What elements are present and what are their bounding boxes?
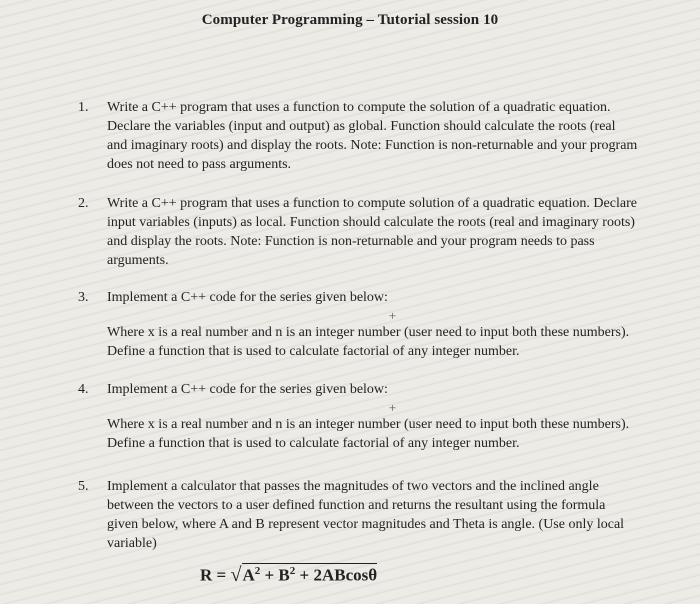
- question-3: [78, 288, 638, 361]
- question-text: Implement a calculator that passes the magnitudes of two vectors and the inclined angle between the vectors to a user defined function and returns the resultant using the formula given below, where A and B represent vector magnitudes and Theta is angle. (Use only local variable): [107, 479, 625, 551]
- formula-term-b: B: [278, 565, 290, 585]
- question-5: [78, 477, 638, 553]
- question-2: [78, 194, 638, 270]
- question-text: Write a C++ program that uses a function to compute solution of a quadratic equation. Declare input variables (inputs) as local. Function should calculate the roots (real and imaginary roots) and display the roots. Note: Function is non-returnable and your program needs to pass arguments.: [107, 196, 637, 268]
- square-root-symbol: √: [230, 563, 242, 586]
- question-1: [78, 98, 638, 174]
- question-number: 4.: [78, 382, 89, 397]
- formula-plus: +: [299, 565, 310, 585]
- formula-exponent: 2: [289, 565, 296, 577]
- question-text: Implement a C++ code for the series given below:: [107, 290, 388, 305]
- question-number: 5.: [78, 479, 89, 494]
- formula-term-a: A: [242, 565, 255, 585]
- question-4: [78, 380, 638, 453]
- question-text: Write a C++ program that uses a function to compute the solution of a quadratic equation. Declare the variables (input and output) as global. Function should calculate the roots (real and imaginary roots) and display the roots. Note: Function is non-returnable and your program does not need to pass arguments.: [107, 100, 638, 172]
- page-title: Computer Programming – Tutorial session 10: [201, 12, 499, 28]
- formula-radicand: [242, 563, 377, 586]
- question-number: 2.: [78, 196, 89, 211]
- series-plus-sign: +: [388, 308, 397, 323]
- resultant-formula: [200, 563, 377, 587]
- question-extra-text: Where x is a real number and n is an integer number (user need to input both these numbers). Define a function that is used to calculate factorial of any integer number.: [107, 417, 630, 451]
- series-plus-sign: +: [388, 400, 397, 415]
- formula-term-tail: 2ABcosθ: [313, 565, 378, 585]
- question-number: 1.: [78, 100, 89, 115]
- formula-plus: +: [264, 565, 275, 585]
- question-extra-text: Where x is a real number and n is an integer number (user need to input both these numbers). Define a function that is used to calculate factorial of any integer number.: [107, 325, 630, 359]
- formula-exponent: 2: [254, 565, 261, 577]
- formula-lhs: R =: [200, 565, 227, 585]
- question-text: Implement a C++ code for the series given below:: [107, 382, 388, 397]
- question-number: 3.: [78, 290, 89, 305]
